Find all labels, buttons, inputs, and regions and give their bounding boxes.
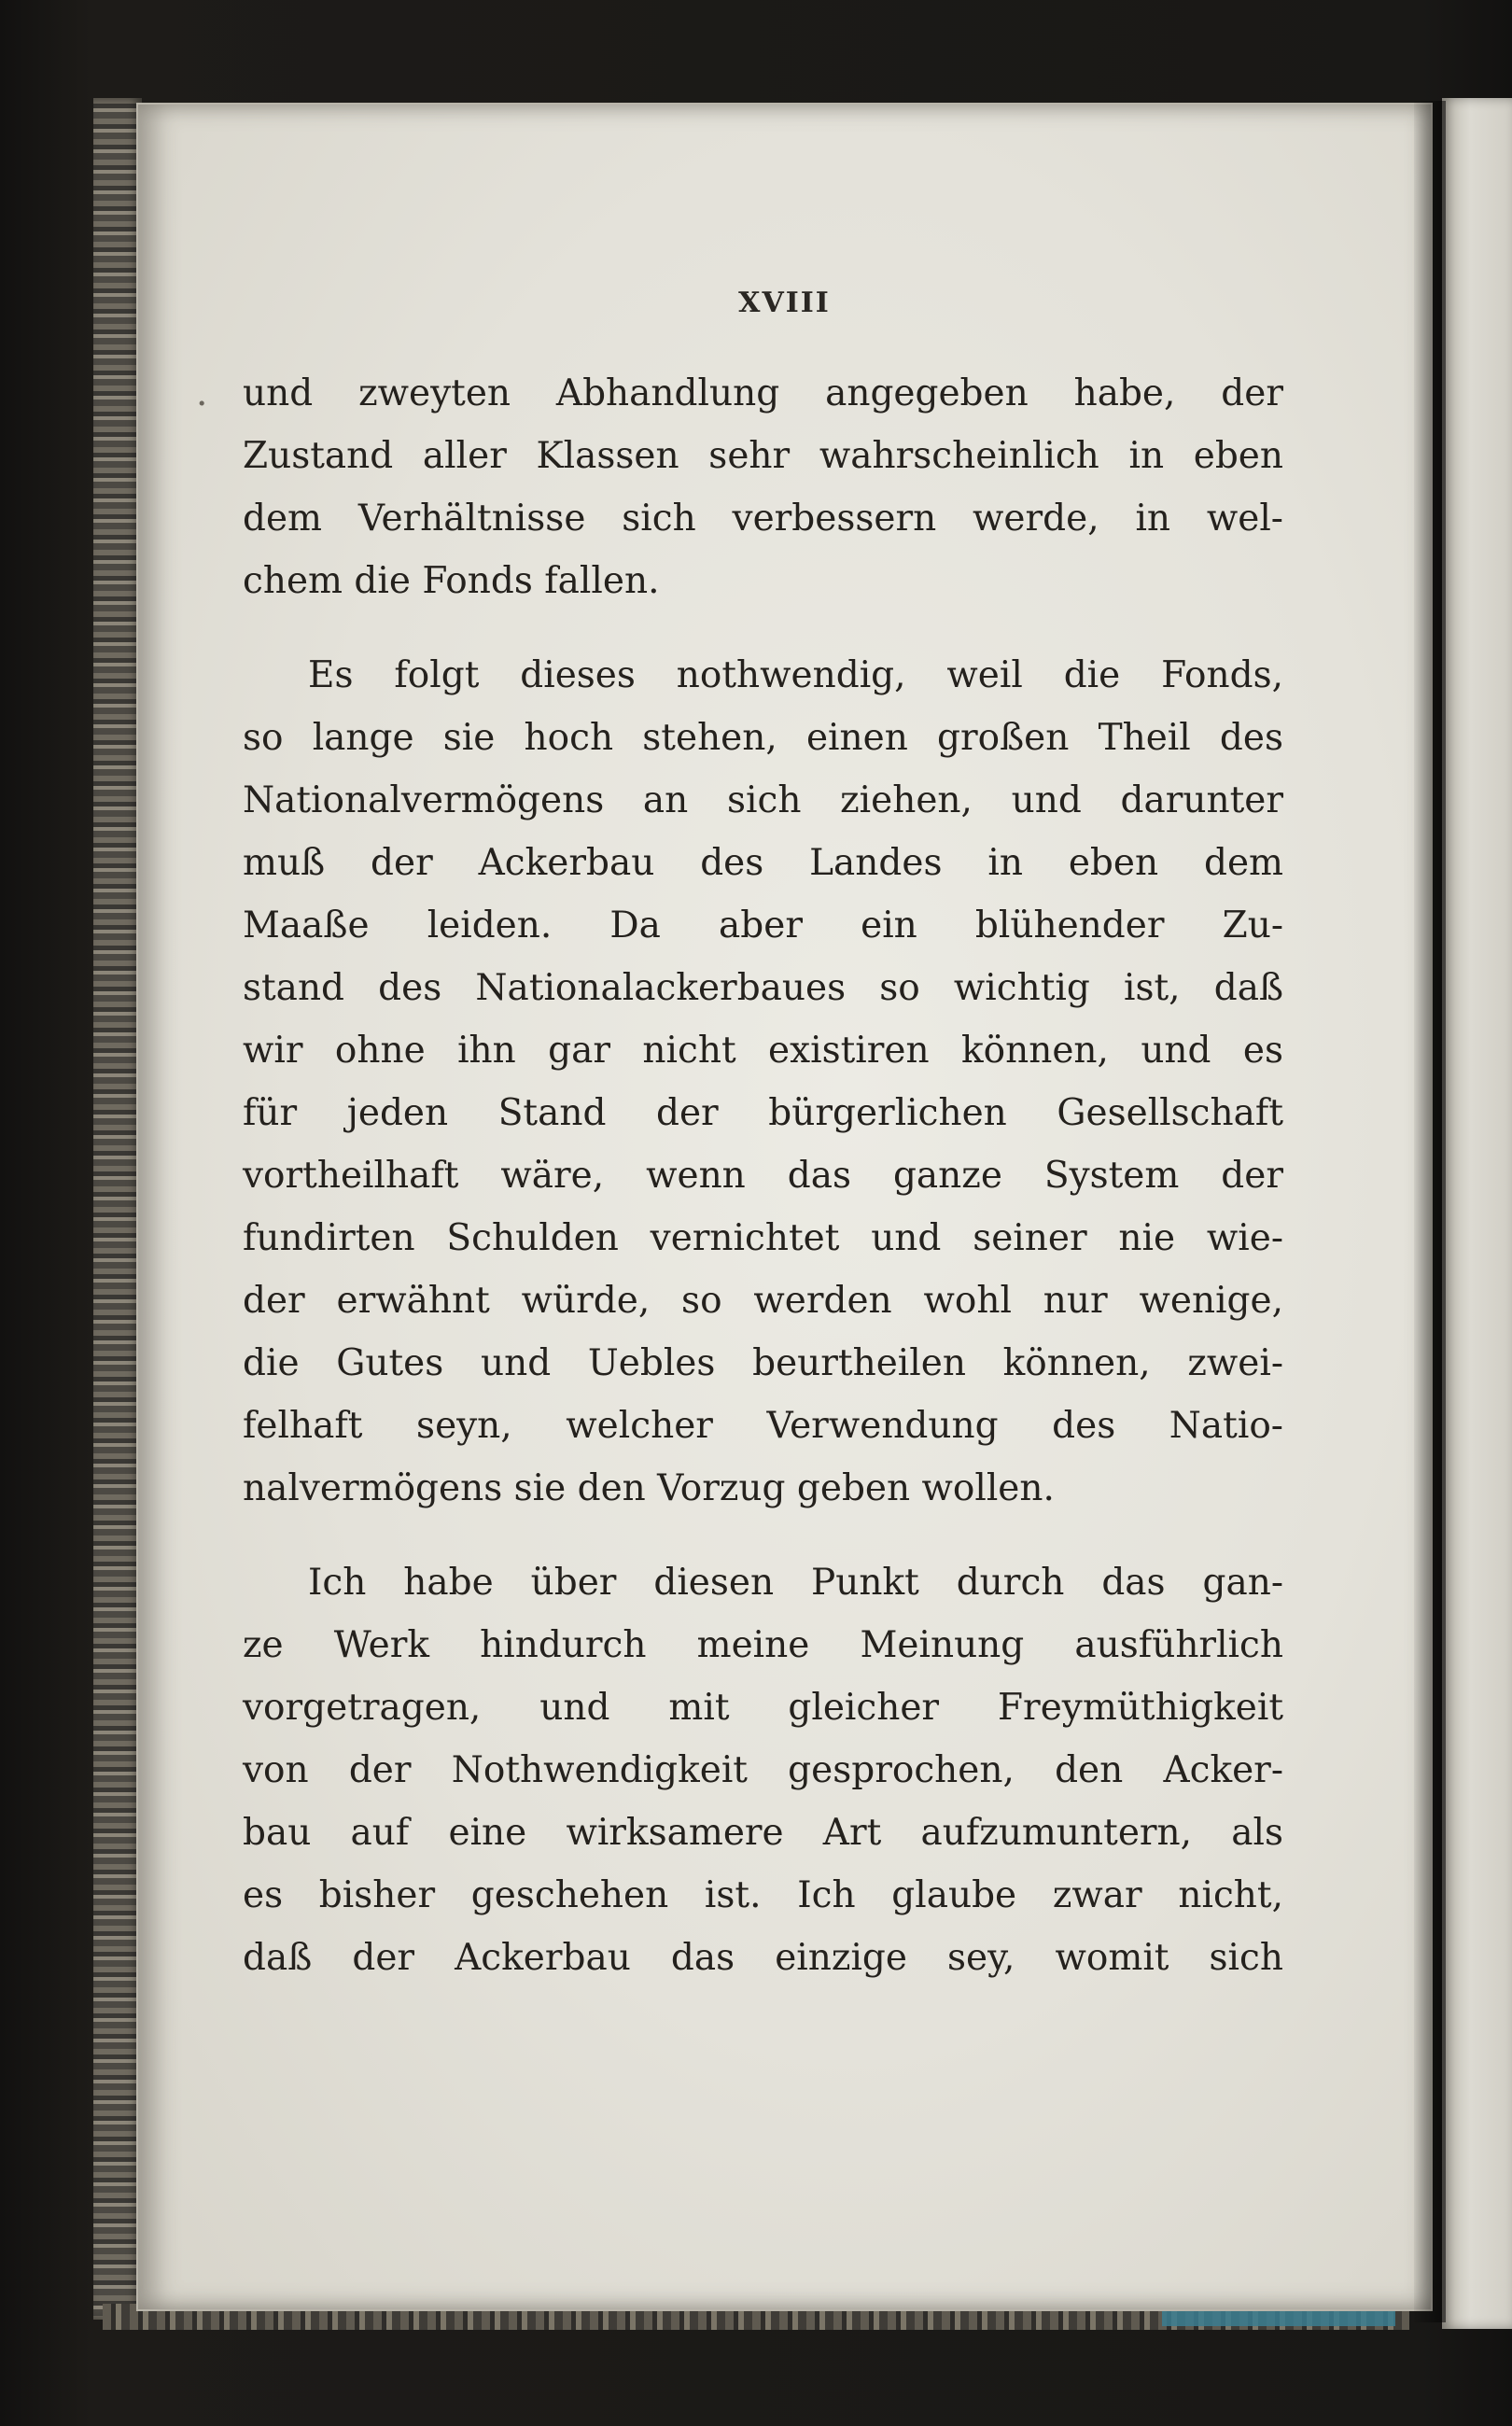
- line-mark: .: [196, 372, 208, 414]
- text-line: Ich habe über diesen Punkt durch das gan-: [308, 1562, 1283, 1604]
- paragraph: [243, 362, 1283, 612]
- text-line: stand des Nationalackerbaues so wichtig ist, daß: [243, 967, 1283, 1009]
- paragraph: [243, 644, 1283, 1520]
- text-line: so lange sie hoch stehen, einen großen Theil des: [243, 717, 1283, 759]
- text-line: dem Verhältnisse sich verbessern werde, in wel-: [243, 498, 1283, 540]
- text-line: Nationalvermögens an sich ziehen, und darunter: [243, 779, 1283, 821]
- text-line: Zustand aller Klassen sehr wahrscheinlich in eben: [243, 435, 1283, 477]
- text-line: der erwähnt würde, so werden wohl nur wenige,: [243, 1280, 1283, 1322]
- text-line: bau auf eine wirksamere Art aufzumuntern, als: [243, 1812, 1283, 1854]
- paragraph: [243, 1551, 1283, 1989]
- book-spine-edge: [93, 98, 142, 2320]
- text-line: es bisher geschehen ist. Ich glaube zwar nicht,: [243, 1874, 1283, 1916]
- text-line: Maaße leiden. Da aber ein blühender Zu-: [243, 904, 1283, 947]
- text-line: ze Werk hindurch meine Meinung ausführlich: [243, 1624, 1283, 1666]
- gutter-shadow: [1414, 101, 1446, 2322]
- text-line: daß der Ackerbau das einzige sey, womit sich: [243, 1937, 1283, 1979]
- text-line: die Gutes und Uebles beurtheilen können, zwei-: [243, 1342, 1283, 1384]
- text-line: fundirten Schulden vernichtet und seiner nie wie-: [243, 1217, 1283, 1259]
- text-line: felhaft seyn, welcher Verwendung des Natio-: [243, 1405, 1283, 1447]
- text-line: chem die Fonds fallen.: [243, 560, 660, 602]
- text-line: für jeden Stand der bürgerlichen Gesellschaft: [243, 1092, 1283, 1134]
- text-line: und zweyten Abhandlung angegeben habe, der: [243, 372, 1283, 414]
- facing-page-edge: [1442, 98, 1512, 2329]
- text-line: vorgetragen, und mit gleicher Freymüthigkeit: [243, 1687, 1283, 1729]
- text-line: muß der Ackerbau des Landes in eben dem: [243, 842, 1283, 884]
- text-line: Es folgt dieses nothwendig, weil die Fonds,: [308, 654, 1283, 696]
- page-number: XVIII: [738, 287, 831, 319]
- text-line: nalvermögens sie den Vorzug geben wollen.: [243, 1467, 1055, 1509]
- body-text: [243, 362, 1283, 1989]
- text-line: von der Nothwendigkeit gesprochen, den Acker-: [243, 1749, 1283, 1791]
- text-line: vortheilhaft wäre, wenn das ganze System der: [243, 1155, 1283, 1197]
- text-line: wir ohne ihn gar nicht existiren können, und es: [243, 1030, 1283, 1072]
